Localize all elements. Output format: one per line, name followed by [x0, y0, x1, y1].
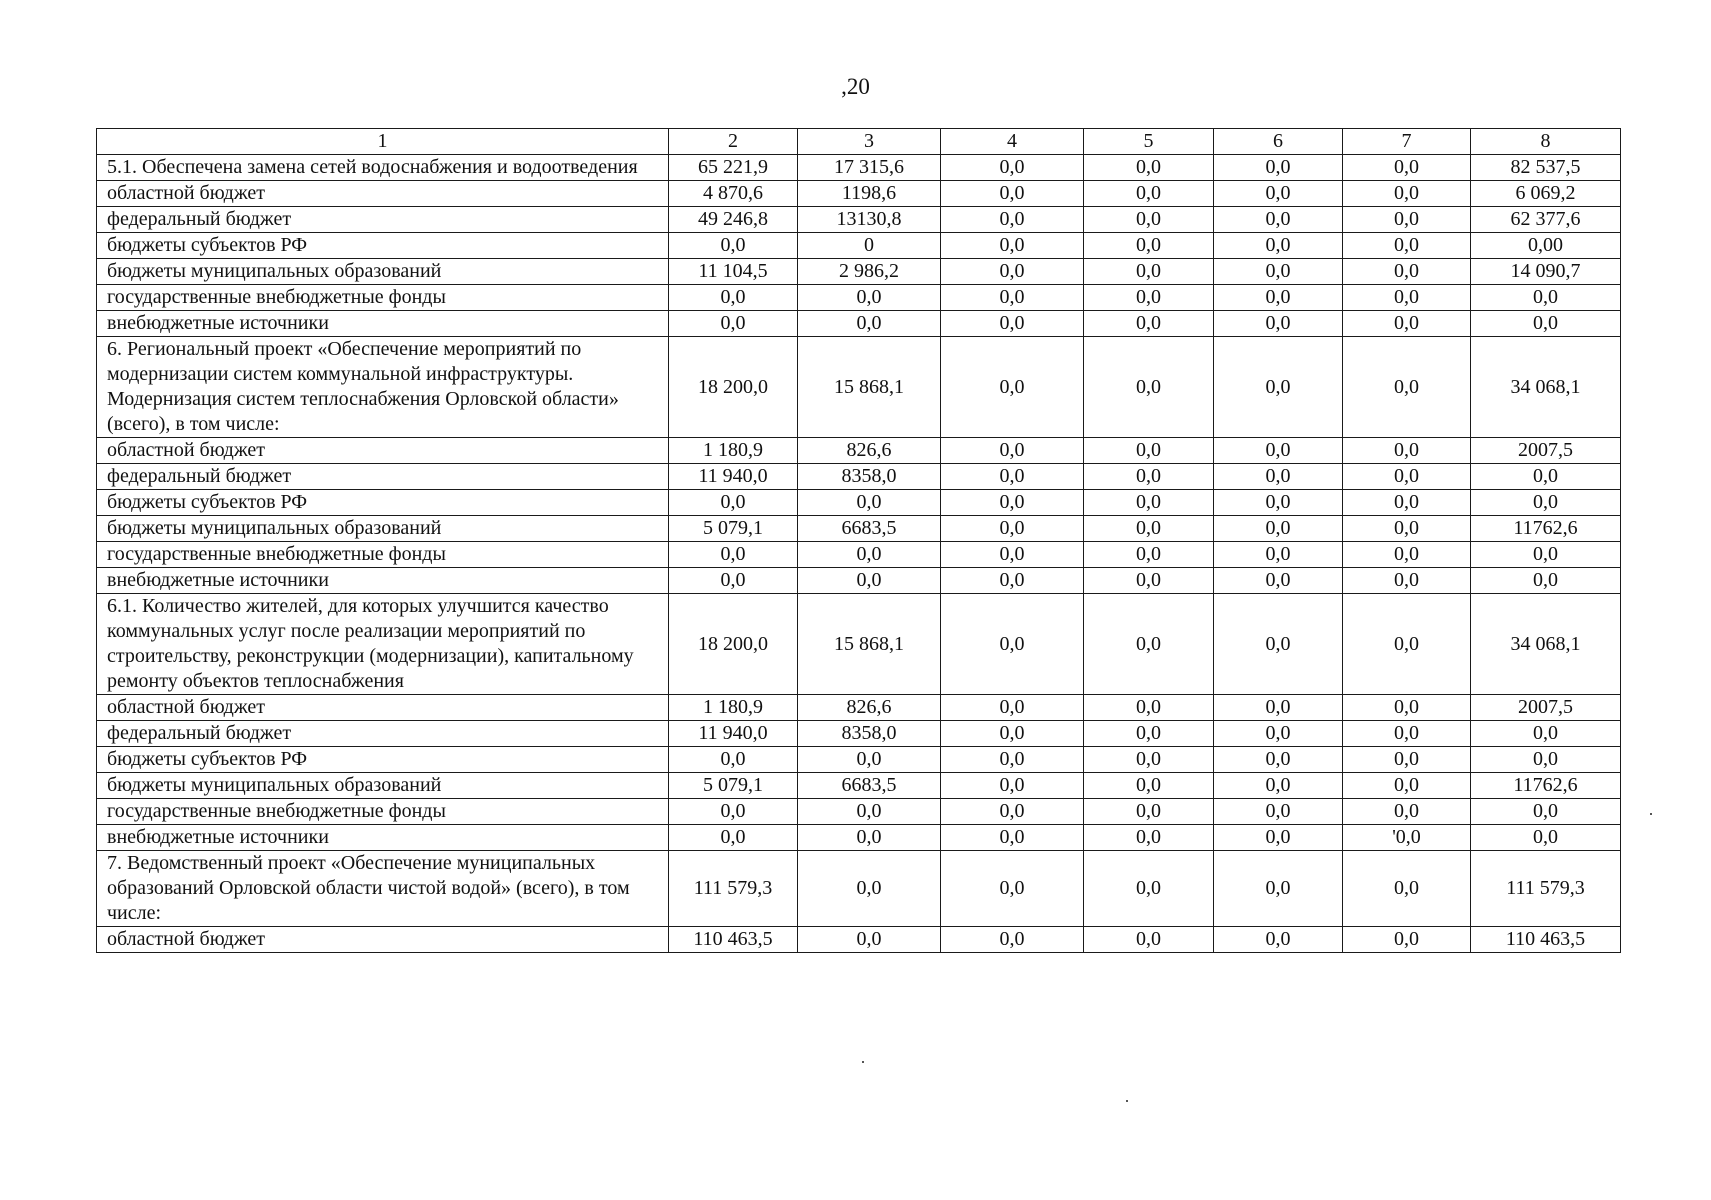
row-label: государственные внебюджетные фонды — [97, 799, 669, 825]
value-cell: 0,0 — [941, 747, 1084, 773]
table-row — [97, 337, 1621, 438]
value-cell: 0,0 — [1214, 181, 1343, 207]
row-label: областной бюджет — [97, 695, 669, 721]
row-label: 5.1. Обеспечена замена сетей водоснабжения и водоотведения — [97, 155, 669, 181]
value-cell: 0,0 — [1214, 233, 1343, 259]
value-cell: 62 377,6 — [1471, 207, 1621, 233]
value-cell: 34 068,1 — [1471, 337, 1621, 438]
value-cell: 0,0 — [941, 155, 1084, 181]
table-row — [97, 516, 1621, 542]
value-cell: 0,0 — [1343, 285, 1471, 311]
value-cell: 15 868,1 — [798, 337, 941, 438]
scan-speck — [1650, 813, 1652, 815]
value-cell: 0,0 — [1084, 747, 1214, 773]
row-label: областной бюджет — [97, 438, 669, 464]
value-cell: 0,0 — [941, 181, 1084, 207]
value-cell: 0,0 — [1214, 285, 1343, 311]
value-cell: 11762,6 — [1471, 773, 1621, 799]
value-cell: 15 868,1 — [798, 594, 941, 695]
value-cell: 110 463,5 — [669, 927, 798, 953]
value-cell: 0,0 — [669, 568, 798, 594]
row-label: государственные внебюджетные фонды — [97, 285, 669, 311]
value-cell: 6683,5 — [798, 516, 941, 542]
value-cell: 0,0 — [1084, 207, 1214, 233]
value-cell: 0,0 — [1343, 542, 1471, 568]
column-header: 8 — [1471, 129, 1621, 155]
value-cell: 0,0 — [1214, 851, 1343, 927]
value-cell: 0,0 — [798, 825, 941, 851]
value-cell: 0,0 — [669, 747, 798, 773]
value-cell: 0,0 — [1084, 695, 1214, 721]
table-row — [97, 747, 1621, 773]
row-label: федеральный бюджет — [97, 464, 669, 490]
value-cell: 0,0 — [1084, 285, 1214, 311]
value-cell: 0,0 — [1471, 542, 1621, 568]
value-cell: 0,0 — [941, 259, 1084, 285]
value-cell: 0 — [798, 233, 941, 259]
value-cell: 110 463,5 — [1471, 927, 1621, 953]
value-cell: 0,0 — [1084, 594, 1214, 695]
value-cell: 14 090,7 — [1471, 259, 1621, 285]
value-cell: 8358,0 — [798, 721, 941, 747]
value-cell: 0,0 — [1214, 773, 1343, 799]
value-cell: 0,0 — [1471, 825, 1621, 851]
value-cell: 5 079,1 — [669, 773, 798, 799]
value-cell: 1 180,9 — [669, 438, 798, 464]
value-cell: 0,0 — [1214, 311, 1343, 337]
value-cell: 11 940,0 — [669, 464, 798, 490]
value-cell: 0,0 — [1084, 259, 1214, 285]
value-cell: 6683,5 — [798, 773, 941, 799]
value-cell: 0,0 — [1471, 721, 1621, 747]
value-cell: 0,0 — [941, 594, 1084, 695]
value-cell: 0,0 — [669, 825, 798, 851]
value-cell: 0,0 — [941, 337, 1084, 438]
value-cell: 82 537,5 — [1471, 155, 1621, 181]
value-cell: 0,0 — [941, 311, 1084, 337]
column-header: 1 — [97, 129, 669, 155]
value-cell: 0,0 — [1214, 490, 1343, 516]
value-cell: 0,0 — [1214, 594, 1343, 695]
value-cell: 0,0 — [941, 851, 1084, 927]
value-cell: 0,0 — [1214, 259, 1343, 285]
table-row — [97, 259, 1621, 285]
value-cell: 0,0 — [798, 285, 941, 311]
value-cell: 0,0 — [798, 311, 941, 337]
value-cell: 0,0 — [941, 799, 1084, 825]
table-row — [97, 721, 1621, 747]
value-cell: 0,0 — [1471, 799, 1621, 825]
value-cell: 11762,6 — [1471, 516, 1621, 542]
table-row — [97, 542, 1621, 568]
value-cell: 0,0 — [1214, 927, 1343, 953]
value-cell: 0,0 — [1084, 799, 1214, 825]
value-cell: 0,0 — [798, 799, 941, 825]
value-cell: 0,0 — [1084, 181, 1214, 207]
value-cell: 0,0 — [1343, 695, 1471, 721]
value-cell: 0,0 — [1214, 464, 1343, 490]
value-cell: 0,0 — [1084, 516, 1214, 542]
value-cell: 0,0 — [1471, 568, 1621, 594]
value-cell: 2007,5 — [1471, 438, 1621, 464]
value-cell: 0,0 — [1084, 490, 1214, 516]
value-cell: 2 986,2 — [798, 259, 941, 285]
value-cell: 0,0 — [669, 490, 798, 516]
value-cell: 0,0 — [1084, 337, 1214, 438]
table-row — [97, 285, 1621, 311]
value-cell: 0,0 — [1343, 155, 1471, 181]
value-cell: 0,0 — [1343, 851, 1471, 927]
value-cell: 0,0 — [941, 773, 1084, 799]
value-cell: 0,0 — [1084, 155, 1214, 181]
value-cell: 0,0 — [1343, 594, 1471, 695]
value-cell: 0,0 — [1214, 721, 1343, 747]
row-label: бюджеты субъектов РФ — [97, 490, 669, 516]
value-cell: 0,0 — [669, 285, 798, 311]
value-cell: 4 870,6 — [669, 181, 798, 207]
value-cell: 0,0 — [941, 568, 1084, 594]
value-cell: 11 940,0 — [669, 721, 798, 747]
table-row — [97, 207, 1621, 233]
value-cell: 0,0 — [1343, 259, 1471, 285]
value-cell: 34 068,1 — [1471, 594, 1621, 695]
value-cell: 0,0 — [1471, 464, 1621, 490]
value-cell: 0,0 — [1084, 311, 1214, 337]
value-cell: 0,0 — [1214, 516, 1343, 542]
value-cell: 111 579,3 — [1471, 851, 1621, 927]
value-cell: 8358,0 — [798, 464, 941, 490]
value-cell: 0,0 — [1214, 155, 1343, 181]
column-header: 2 — [669, 129, 798, 155]
value-cell: 0,0 — [1343, 799, 1471, 825]
value-cell: 0,0 — [1084, 542, 1214, 568]
value-cell: 0,0 — [1471, 285, 1621, 311]
value-cell: 0,0 — [1084, 233, 1214, 259]
value-cell: 0,0 — [1343, 721, 1471, 747]
value-cell: 826,6 — [798, 438, 941, 464]
value-cell: 0,0 — [1471, 490, 1621, 516]
table-row — [97, 927, 1621, 953]
value-cell: 0,0 — [1471, 311, 1621, 337]
value-cell: 13130,8 — [798, 207, 941, 233]
value-cell: 0,0 — [1343, 207, 1471, 233]
column-header: 3 — [798, 129, 941, 155]
row-label: бюджеты муниципальных образований — [97, 773, 669, 799]
value-cell: 0,0 — [1343, 181, 1471, 207]
value-cell: 0,0 — [941, 695, 1084, 721]
value-cell: 0,0 — [1084, 773, 1214, 799]
column-header: 7 — [1343, 129, 1471, 155]
value-cell: 18 200,0 — [669, 337, 798, 438]
value-cell: 0,0 — [1084, 721, 1214, 747]
table-row — [97, 464, 1621, 490]
value-cell: 826,6 — [798, 695, 941, 721]
column-header: 4 — [941, 129, 1084, 155]
table-row — [97, 695, 1621, 721]
table-row — [97, 594, 1621, 695]
page-number: ,20 — [841, 74, 870, 99]
value-cell: 0,0 — [941, 516, 1084, 542]
column-header: 5 — [1084, 129, 1214, 155]
row-label: 6.1. Количество жителей, для которых улучшится качество коммунальных услуг после реализации мероприятий по строительству, реконструкции (модернизации), капитальному ремонту объектов теплоснабжения — [97, 594, 669, 695]
budget-table — [96, 128, 1621, 953]
table-row — [97, 438, 1621, 464]
value-cell: 0,0 — [669, 311, 798, 337]
value-cell: 0,0 — [1343, 337, 1471, 438]
row-label: бюджеты субъектов РФ — [97, 747, 669, 773]
row-label: федеральный бюджет — [97, 207, 669, 233]
value-cell: 0,0 — [1084, 851, 1214, 927]
value-cell: 0,00 — [1471, 233, 1621, 259]
table-row — [97, 773, 1621, 799]
scan-speck — [1126, 1100, 1128, 1102]
value-cell: 0,0 — [1214, 542, 1343, 568]
value-cell: 0,0 — [941, 542, 1084, 568]
value-cell: 111 579,3 — [669, 851, 798, 927]
value-cell: 0,0 — [798, 927, 941, 953]
value-cell: 0,0 — [1343, 568, 1471, 594]
value-cell: 0,0 — [1343, 490, 1471, 516]
value-cell: 0,0 — [1343, 516, 1471, 542]
value-cell: 0,0 — [941, 825, 1084, 851]
table-row — [97, 490, 1621, 516]
value-cell: 0,0 — [1084, 464, 1214, 490]
value-cell: 1 180,9 — [669, 695, 798, 721]
value-cell: 0,0 — [798, 490, 941, 516]
value-cell: 18 200,0 — [669, 594, 798, 695]
table-row — [97, 851, 1621, 927]
table-header-row — [97, 129, 1621, 155]
row-label: внебюджетные источники — [97, 825, 669, 851]
value-cell: '0,0 — [1343, 825, 1471, 851]
value-cell: 0,0 — [798, 851, 941, 927]
table-row — [97, 825, 1621, 851]
value-cell: 0,0 — [1214, 747, 1343, 773]
value-cell: 0,0 — [1214, 337, 1343, 438]
row-label: внебюджетные источники — [97, 311, 669, 337]
value-cell: 1198,6 — [798, 181, 941, 207]
value-cell: 0,0 — [798, 747, 941, 773]
value-cell: 17 315,6 — [798, 155, 941, 181]
value-cell: 0,0 — [941, 464, 1084, 490]
row-label: областной бюджет — [97, 181, 669, 207]
row-label: государственные внебюджетные фонды — [97, 542, 669, 568]
value-cell: 0,0 — [941, 490, 1084, 516]
row-label: федеральный бюджет — [97, 721, 669, 747]
value-cell: 0,0 — [1214, 799, 1343, 825]
value-cell: 0,0 — [1214, 695, 1343, 721]
value-cell: 0,0 — [1343, 233, 1471, 259]
value-cell: 0,0 — [798, 568, 941, 594]
table-row — [97, 155, 1621, 181]
value-cell: 0,0 — [1343, 464, 1471, 490]
table-row — [97, 181, 1621, 207]
value-cell: 0,0 — [941, 438, 1084, 464]
row-label: 7. Ведомственный проект «Обеспечение муниципальных образований Орловской области чистой водой» (всего), в том числе: — [97, 851, 669, 927]
value-cell: 65 221,9 — [669, 155, 798, 181]
value-cell: 0,0 — [1343, 747, 1471, 773]
value-cell: 0,0 — [1214, 825, 1343, 851]
value-cell: 0,0 — [1214, 207, 1343, 233]
value-cell: 0,0 — [798, 542, 941, 568]
value-cell: 0,0 — [941, 285, 1084, 311]
value-cell: 0,0 — [1343, 773, 1471, 799]
value-cell: 49 246,8 — [669, 207, 798, 233]
value-cell: 0,0 — [941, 207, 1084, 233]
value-cell: 0,0 — [1214, 568, 1343, 594]
value-cell: 0,0 — [941, 721, 1084, 747]
value-cell: 0,0 — [1084, 825, 1214, 851]
value-cell: 0,0 — [1343, 438, 1471, 464]
value-cell: 0,0 — [1214, 438, 1343, 464]
table-row — [97, 799, 1621, 825]
column-header: 6 — [1214, 129, 1343, 155]
table-body — [97, 155, 1621, 953]
value-cell: 2007,5 — [1471, 695, 1621, 721]
row-label: бюджеты муниципальных образований — [97, 516, 669, 542]
value-cell: 5 079,1 — [669, 516, 798, 542]
row-label: бюджеты муниципальных образований — [97, 259, 669, 285]
row-label: 6. Региональный проект «Обеспечение мероприятий по модернизации систем коммунальной инфраструктуры. Модернизация систем теплоснабжения Орловской области» (всего), в том числе: — [97, 337, 669, 438]
value-cell: 6 069,2 — [1471, 181, 1621, 207]
value-cell: 0,0 — [1084, 568, 1214, 594]
value-cell: 0,0 — [1343, 311, 1471, 337]
value-cell: 11 104,5 — [669, 259, 798, 285]
row-label: бюджеты субъектов РФ — [97, 233, 669, 259]
table-row — [97, 311, 1621, 337]
table-row — [97, 233, 1621, 259]
value-cell: 0,0 — [1084, 438, 1214, 464]
scan-speck — [862, 1061, 864, 1063]
value-cell: 0,0 — [941, 927, 1084, 953]
value-cell: 0,0 — [669, 542, 798, 568]
value-cell: 0,0 — [1471, 747, 1621, 773]
row-label: внебюджетные источники — [97, 568, 669, 594]
value-cell: 0,0 — [669, 799, 798, 825]
value-cell: 0,0 — [1343, 927, 1471, 953]
value-cell: 0,0 — [941, 233, 1084, 259]
value-cell: 0,0 — [669, 233, 798, 259]
value-cell: 0,0 — [1084, 927, 1214, 953]
row-label: областной бюджет — [97, 927, 669, 953]
table-row — [97, 568, 1621, 594]
